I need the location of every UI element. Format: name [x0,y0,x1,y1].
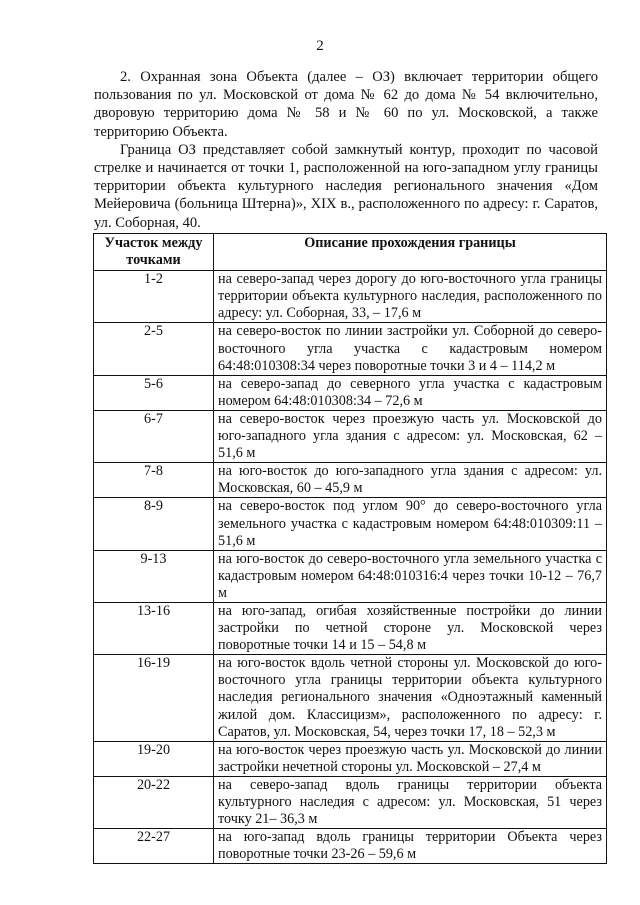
table-row [94,550,607,602]
table-row [94,829,607,864]
description-cell: на юго-запад вдоль границы территории Объекта через поворотные точки 23-26 – 59,6 м [214,829,607,864]
paragraph-protection-zone: 2. Охранная зона Объекта (далее – ОЗ) включает территории общего пользования по ул. Московской от дома № 62 до дома № 54 включительно, дворовую территорию дома № 58 и № 60 по ул. Московской, а также территорию Объекта. [94,69,598,140]
segment-cell: 22-27 [94,829,214,864]
segment-cell: 19-20 [94,741,214,776]
description-cell: на юго-запад, огибая хозяйственные постройки до линии застройки по четной стороне ул. Московской через поворотные точки 14 и 15 – 54,8 м [214,602,607,654]
table-row [94,498,607,550]
segment-cell: 16-19 [94,655,214,741]
segment-cell: 7-8 [94,463,214,498]
description-cell: на северо-запад вдоль границы территории объекта культурного наследия с адресом: ул. Московская, 51 через точку 21– 36,3 м [214,776,607,828]
table-row [94,463,607,498]
table-header-row [94,234,607,271]
page-number: 2 [316,38,324,54]
description-cell: на северо-запад через дорогу до юго-восточного угла границы территории объекта культурного наследия, расположенного по адресу: ул. Соборная, 33, – 17,6 м [214,271,607,323]
segment-cell: 20-22 [94,776,214,828]
header-description: Описание прохождения границы [214,234,607,271]
description-cell: на юго-восток до северо-восточного угла земельного участка с кадастровым номером 64:48:010316:4 через точки 10-12 – 76,7 м [214,550,607,602]
header-segment: Участок между точками [94,234,214,271]
paragraph-boundary: Граница ОЗ представляет собой замкнутый контур, проходит по часовой стрелке и начинается от точки 1, расположенной на юго-западном углу границы территории объекта культурного наследия регионального значения «Дом Мейеровича (больница Штерна)», XIX в., расположенного по адресу: г. Саратов, ул. Соборная, 40. [94,141,598,231]
segment-cell: 9-13 [94,550,214,602]
description-cell: на юго-восток до юго-западного угла здания с адресом: ул. Московская, 60 – 45,9 м [214,463,607,498]
intro-text [94,68,598,232]
description-cell: на северо-восток по линии застройки ул. Соборной до северо-восточного угла участка с кадастровым номером 64:48:010308:34 через поворотные точки 3 и 4 – 114,2 м [214,323,607,375]
description-cell: на северо-восток под углом 90° до северо-восточного угла земельного участка с кадастровым номером 64:48:010309:11 – 51,6 м [214,498,607,550]
table-row [94,410,607,462]
segment-cell: 5-6 [94,375,214,410]
segment-cell: 2-5 [94,323,214,375]
table-row [94,271,607,323]
description-cell: на юго-восток через проезжую часть ул. Московской до линии застройки нечетной стороны ул. Московской – 27,4 м [214,741,607,776]
boundary-table [93,233,607,864]
table-row [94,602,607,654]
segment-cell: 1-2 [94,271,214,323]
table-row [94,776,607,828]
segment-cell: 6-7 [94,410,214,462]
description-cell: на северо-запад до северного угла участка с кадастровым номером 64:48:010308:34 – 72,6 м [214,375,607,410]
table-row [94,323,607,375]
table-row [94,655,607,741]
description-cell: на северо-восток через проезжую часть ул. Московской до юго-западного угла здания с адресом: ул. Московская, 62 – 51,6 м [214,410,607,462]
table-row [94,375,607,410]
segment-cell: 13-16 [94,602,214,654]
description-cell: на юго-восток вдоль четной стороны ул. Московской до юго-восточного угла границы территории объекта культурного наследия регионального значения «Одноэтажный каменный жилой дом. Классицизм», расположенного по адресу: г. Саратов, ул. Московская, 54, через точки 17, 18 – 52,3 м [214,655,607,741]
segment-cell: 8-9 [94,498,214,550]
table-row [94,741,607,776]
